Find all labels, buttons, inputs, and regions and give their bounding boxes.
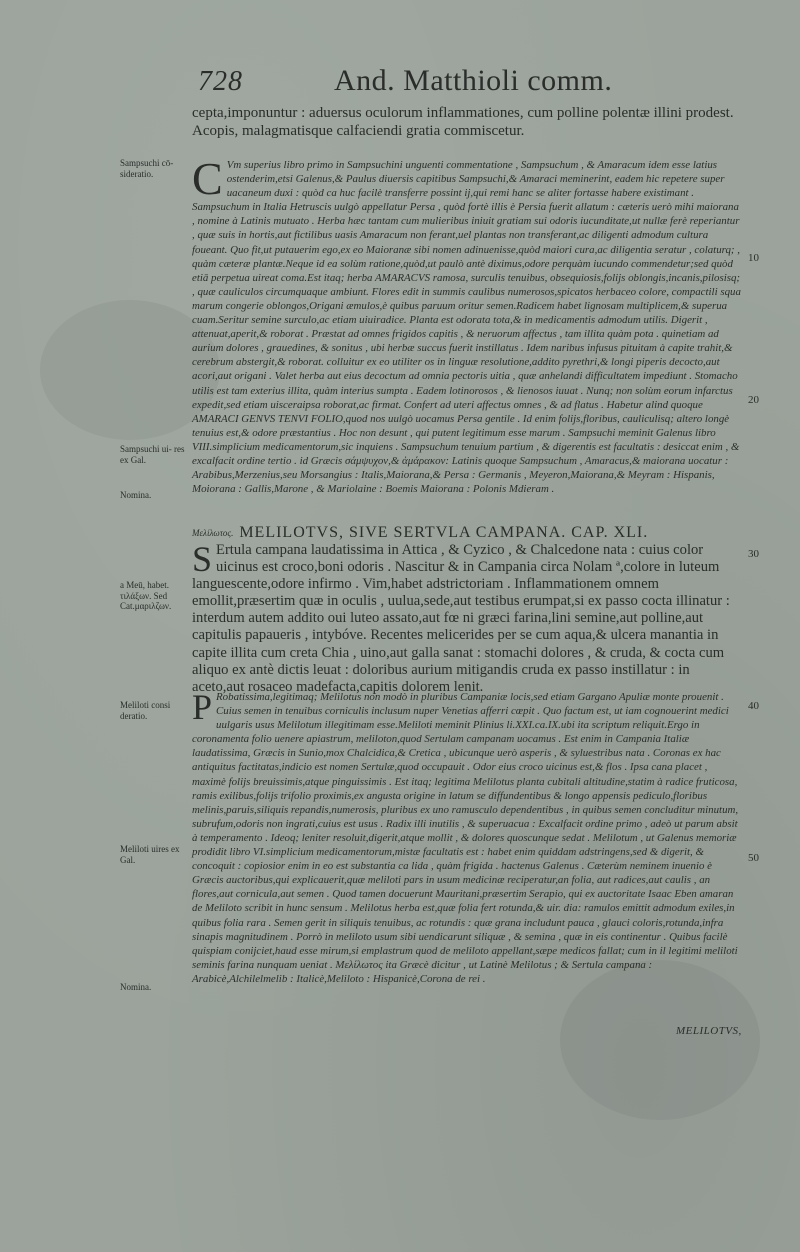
chapter-greek-label: Μελίλωτος. xyxy=(192,528,234,539)
sertula-paragraph xyxy=(192,539,744,696)
margin-note: Meliloti uires ex Gal. xyxy=(120,844,180,865)
margin-note: Nomina. xyxy=(120,490,152,500)
line-number: 20 xyxy=(748,394,759,406)
line-number: 30 xyxy=(748,548,759,560)
continuation-paragraph: cepta,imponuntur : aduersus oculorum inflammationes, cum polline polentæ illini prodest. Acopis, malagmatisque calfaciendi gratia commiscetur. xyxy=(192,105,734,139)
catchword: MELILOTVS, xyxy=(676,1025,742,1037)
drop-cap: S xyxy=(192,539,213,579)
margin-note: Sampsuchi ui- res ex Gal. xyxy=(120,444,185,465)
sampsuchi-commentary xyxy=(192,153,744,496)
line-number: 10 xyxy=(748,252,759,264)
margin-note: Nomina. xyxy=(120,982,152,992)
drop-cap: C xyxy=(192,153,223,204)
chapter-title: MELILOTVS, SIVE SERTVLA CAMPANA. CAP. XLI. xyxy=(239,524,649,541)
running-head: And. Matthioli comm. xyxy=(334,64,613,97)
meliloti-text: Robatissima,legitimaq; Melilotus non modò in pluribus Campaniæ locis,sed etiam Gargano Apuliæ monte prouenit . Cuius semen in tenuibus corniculis inclusum nuper Venetias afferri cœpit . Quo factum est, ut iam cognouerint medici uulgaris usus Melilotum illegitimam esse.Meliloti meminit Plinius li.XXI.ca.IX.ubi ita scriptum reliquit.Ergo in coronamenta folio uenere apiastrum, meliloton,quod Sertulam campanam uocamus . Est enim in Campania Italiæ laudatissima, Græcis in Sunio,mox Chalcidica,& Cretica , ubicunque uerò asperis , & syluestribus nata . Coronas ex hac antiquitus factitatas,indicio est nomen Sertulæ,quod occupauit . Odor eius croco uicinus est,& flos . Ipsa cana placet , maximè folijs breuissimis,atque pinguissimis . Est itaq; legitima Melilotus planta cubitali altitudine,statim à radice fruticosa, ramis exilibus,folijs trifolio proximis,ex angusta origine in latum se diffundentibus & longo appensis pediculo,floribus melinis,paruis,siliquis repandis,numerosis, pluribus ex uno ramusculo dependentibus , in quibus semen concluditur minutum, subrufum,odoris non ingrati,cuius est usus . Radix illi inutilis , & superuacua : Excalfacit ordine primo , adeò ut parum absit à temperamento . Ideoq; leniter resoluit,digerit,atque mollit , & dolores quoscunque sedat . Melilotum , ut Galenus memoriæ prodidit libro VI.simplicium medicamentorum,mistæ facultatis est : habet enim quiddam adstringens,sed & digerit, & concoquit : copiosior enim in eo est substantia ca lida , quàm frigida . hactenus Galenus . Cæterùm neminem inuenio è Græcis auctoribus,qui explicauerit,quæ meliloti pars in usum medicinæ reciperatur,an folia, aut radices,aut caulis , an flores,aut cornicula,aut semen . Quod tamen docuerunt Mauritani,præsertim Serapio, qui ex auctoritate Isaac Eben amaran de Meliloto scribit in hunc sensum . Melilotus herba est,quæ folia fert rotunda,& uir. dia: ramulos emittit admodum exiles,in quibus folia rara . Semen gerit in siliquis tenuibus, ac rotundis : quæ grana includunt pauca , glauci coloris,rotunda,infra sinapis magnitudinem . Porrò in meliloto usum sibi uendicarunt siliquæ , & semina , quæ in eis continentur . Quibus facilè quispiam conijciet,haud esse mirum,si emplastrum quod de meliloto appellant,sæpe medicos fallat; cum in il legitimi meliloti seminis farina nunquam ueniat . Μελίλωτος ita Græcè dicitur , ut Latinè Melilotus ; & Sertula campana : Arabicè,Alchilelmelib : Italicè,Meliloto : Hispanicè,Corona de rei . xyxy=(192,691,739,985)
margin-note: Sampsuchi cō- sideratio. xyxy=(120,158,174,179)
margin-note: Meliloti consi deratio. xyxy=(120,700,171,721)
line-number: 50 xyxy=(748,852,759,864)
chapter-heading xyxy=(192,524,752,542)
sertula-text: Ertula campana laudatissima in Attica , & Cyzico , & Chalcedone nata : cuius color uicinus est croco,boni odoris . Nascitur & in Campania circa Nolam ª,colore in luteum languescente,odore infirmo . Vim,habet adstrictoriam . Inflammationem omnem emollit,præsertim quæ in oculis , uulua,sede,aut testibus erumpat,si ex passo cocta illinatur : interdum autem addito oui luteo assato,aut fœ ni græci farina,lini semine,aut polline,aut capitulis papaueris , intybóve. Recentes melicerides per se cum aqua,& ulcera manantia in capite illita cum creta Chia , uino,aut galla sanat : stomachi dolores , & cruda, & cocta cum aliquo ex antè dictis leuat : doloribus aurium mitigandis cruda ex passo instillatur : in aceto,aut rosaceo madefacta,capitis dolorem lenit. xyxy=(192,542,730,695)
line-number: 40 xyxy=(748,700,759,712)
page-number: 728 xyxy=(198,66,243,97)
sampsuchi-text: Vm superius libro primo in Sampsuchini unguenti commentatione , Sampsuchum , & Amaracum idem esse latius ostenderim,etsi Galenus,& Paulus diuersis capitibus Sampsuchi,& Amaraci meminerint, eadem hic repetere super uacaneum duxi : quòd ca huc facilè transferre possint ij,qui remi hanc se aliter fortasse habere existimant . Sampsuchum in Italia Hetruscis uulgò appellatur Persa , quòd fortè illis è Persia fuerit allatum : cæteris uerò mihi maiorana , nomine à Latinis mutuato . Herba hæc tantam cum mulieribus iniuit gratiam sui odoris iucunditate,ut nullæ ferè reperiantur , quæ suis in hortis,aut fictilibus uasis Amaracum non ferant,uel plantas non transferant,ac diligenti admodum cultura foueant. Quo fit,ut putauerim ego,ex eo Maioranæ sibi nomen adinuenisse,quòd maiori cura,ac diligentia seratur , colaturq; , quàm cæteræ plantæ.Neque id ea solùm ratione,quòd,ut paulò antè diximus,odore perquàm iucundo commendetur;sed quòd etiā perpetua uireat coma.Est itaq; herba AMARACVS ramosa, surculis tenuibus, obsequiosis,folijs oblongis,incanis,pilosisq; , quæ cauliculos circumquaque ambiunt. Flores edit in summis caulibus numerosos,spicatos herbaceo colore, compactili squa marum congerie oblongos,Origani æmulos,è quibus paruum oritur semen.Radicem habet lignosam multiplicem,& superua cuam.Seritur semine surculo,ac etiam uiuiradice. Planta est odorata tota,& in medicamentis admodum utilis. Digerit , attenuat,aperit,& roborat . Præstat ad omnes frigidos capitis , & neruorum affectus , tam illita quàm pota . quinetiam ad aurium dolores , grauedines, & sonitus , ubi herbæ succus fuerit instillatus . Idem naribus infusus pituitam à capite trahit,& cerebrum abstergit,& roborat. colluitur ex eo utiliter os in linguæ resolutione,addito pyrethri,& longi piperis decocto,aut acori,aut origani . Valet herba aut eius decoctum ad omnia pectoris uitia , quæ anhelandi difficultatem impediunt . Stomacho utilis est tam exterius illita, quàm interius sumpta . Eadem lotinorosos , & lienosos iuuat . Nunq; non solùm eorum infarctus expedit,sed etiam uisceraipsa roborat,ac firmat. Confert ad uteri affectus omnes , & ad flatus . Habetur alind quoque AMARACI GENVS TENVI FOLIO,quod nos uulgò uocamus Persa gentile . Id enim folijs,floribus, cauliculisq; altero longè tenuius est,& odore præstantius . Hoc non desunt , qui putent legitimum esse marum . Sampsuchi meminit Galenus libro VIII.simplicium medicamentorum,sic inquiens . Sampsuchum tenuium partium , & digerentis est facultatis : desiccat enim , & excalfacit ordine tertio . id Græcis σάμψυχον,& ἀμάρακον: Latinis quoque Sampsuchum , Amaracus,& maiorana uocatur : Arabibus,Merzenius,seu Morsangius : Italis,Maiorana,& Persa : Germanis , Meyeron,Maiorana,& Meyram : Hispanis, Moiorana : Gallis,Marone , & Mariolaine : Boemis Maiorana : Polonis Mdieram . xyxy=(192,159,741,496)
drop-cap: P xyxy=(192,687,213,727)
meliloti-commentary xyxy=(192,687,742,986)
margin-note: a Meū, habet. τιλάξων. Sed Cat.μαριλζων. xyxy=(120,580,172,611)
